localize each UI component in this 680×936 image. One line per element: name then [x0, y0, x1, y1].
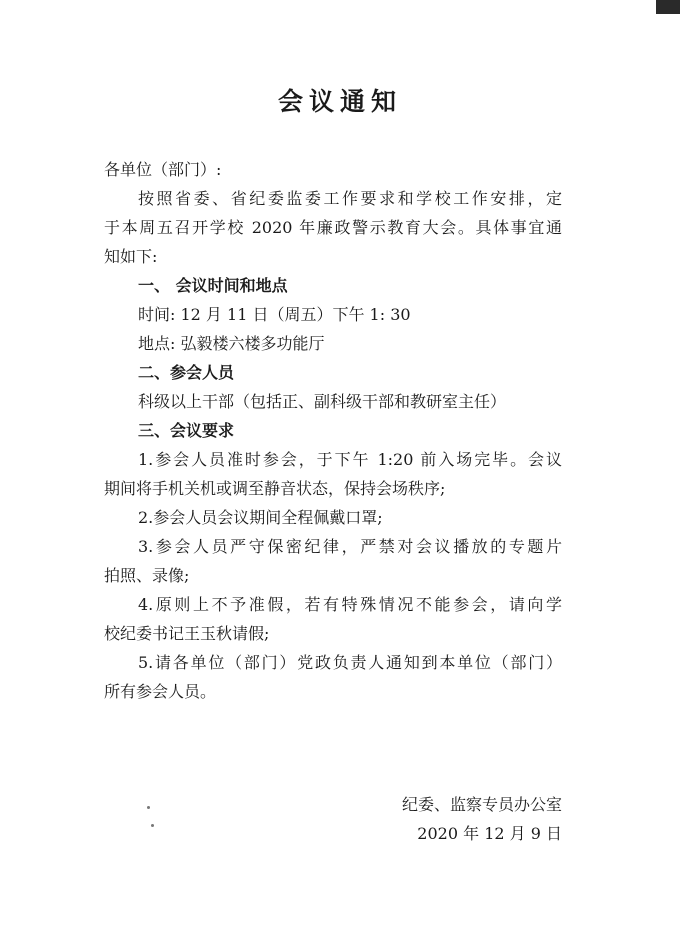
- signature-date: 2020 年 12 月 9 日: [417, 824, 562, 843]
- signature-office: 纪委、监察专员办公室: [401, 795, 562, 814]
- meeting-time: 时间: 12 月 11 日（周五）下午 1: 30: [138, 305, 411, 324]
- scan-speck: [151, 824, 154, 827]
- meeting-place: 地点: 弘毅楼六楼多功能厅: [138, 334, 325, 353]
- requirement-4-line-1: 4.原则上不予准假，若有特殊情况不能参会，请向学: [138, 595, 562, 614]
- requirement-5-line-2: 所有参会人员。: [104, 682, 217, 701]
- salutation: 各单位（部门）:: [104, 160, 222, 179]
- section-1-heading: 一、 会议时间和地点: [138, 276, 288, 295]
- requirement-4-line-2: 校纪委书记王玉秋请假;: [104, 624, 270, 643]
- scan-edge-mark: [656, 0, 680, 14]
- requirement-3-line-2: 拍照、录像;: [104, 566, 190, 585]
- section-2-heading: 二、参会人员: [138, 363, 235, 382]
- requirement-2: 2.参会人员会议期间全程佩戴口罩;: [138, 508, 383, 527]
- requirement-5-line-1: 5.请各单位（部门）党政负责人通知到本单位（部门）: [138, 653, 562, 672]
- intro-line-1: 按照省委、省纪委监委工作要求和学校工作安排，定: [138, 189, 562, 208]
- attendees-text: 科级以上干部（包括正、副科级干部和教研室主任）: [138, 392, 507, 411]
- intro-line-3: 知如下:: [104, 247, 158, 266]
- intro-line-2: 于本周五召开学校 2020 年廉政警示教育大会。具体事宜通: [104, 218, 562, 237]
- requirement-1-line-1: 1.参会人员准时参会，于下午 1:20 前入场完毕。会议: [138, 450, 562, 469]
- requirement-3-line-1: 3.参会人员严守保密纪律，严禁对会议播放的专题片: [138, 537, 562, 556]
- section-3-heading: 三、会议要求: [138, 421, 235, 440]
- document-title: 会议通知: [277, 87, 402, 116]
- scan-speck: [147, 806, 150, 809]
- requirement-1-line-2: 期间将手机关机或调至静音状态，保持会场秩序;: [104, 479, 446, 498]
